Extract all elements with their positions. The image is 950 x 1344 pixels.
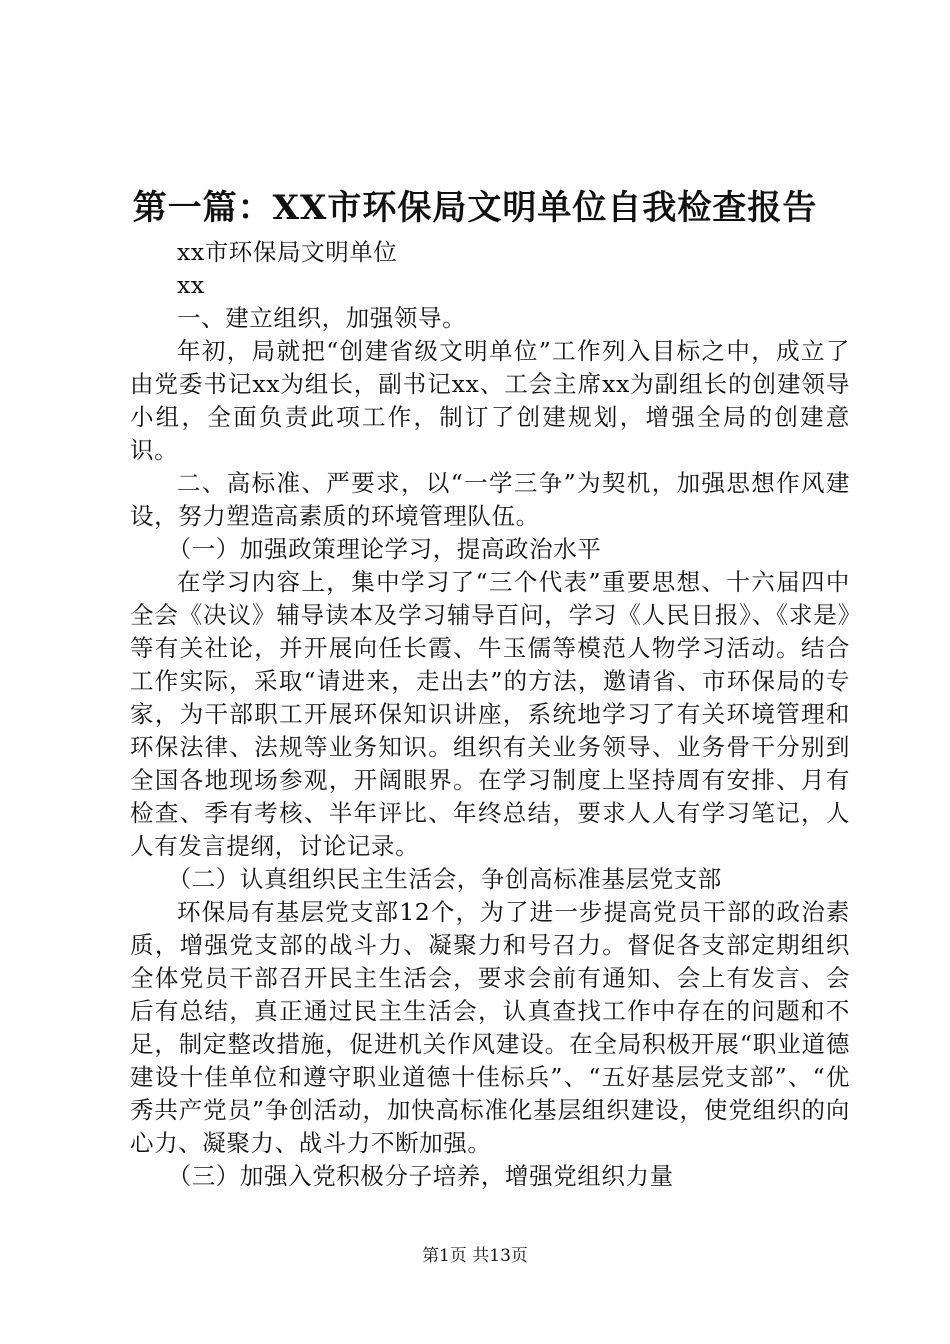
document-title: 第一篇：XX市环保局文明单位自我检查报告	[132, 188, 818, 228]
paragraph-unit-short: xx	[177, 271, 205, 299]
subsection-heading-2: （二）认真组织民主生活会，争创高标准基层党支部	[167, 865, 722, 893]
paragraph-organization: 年初，局就把“创建省级文明单位”工作列入目标之中，成立了由党委书记xx为组长，副书记xx、工会主席xx为副组长的创建领导小组，全面负责此项工作，制订了创建规划，增强全局的创建意识。	[130, 337, 850, 464]
document-body	[130, 236, 850, 1193]
section-heading-2: 二、高标准、严要求，以“一学三争”为契机，加强思想作风建设，努力塑造高素质的环境管理队伍。	[130, 469, 850, 530]
paragraph-unit-name: xx市环保局文明单位	[177, 238, 398, 266]
subsection-heading-1: （一）加强政策理论学习，提高政治水平	[167, 535, 602, 563]
section-heading-1: 一、建立组织，加强领导。	[177, 304, 467, 332]
paragraph-party-branch: 环保局有基层党支部12个，为了进一步提高党员干部的政治素质，增强党支部的战斗力、凝聚力和号召力。督促各支部定期组织全体党员干部召开民主生活会，要求会前有通知、会上有发言、会后有总结，真正通过民主生活会，认真查找工作中存在的问题和不足，制定整改措施，促进机关作风建设。在全局积极开展“职业道德建设十佳单位和遵守职业道德十佳标兵”、“五好基层党支部”、“优秀共产党员”争创活动，加快高标准化基层组织建设，使党组织的向心力、凝聚力、战斗力不断加强。	[130, 898, 850, 1157]
subsection-heading-3: （三）加强入党积极分子培养，增强党组织力量	[167, 1162, 674, 1190]
paragraph-study: 在学习内容上，集中学习了“三个代表”重要思想、十六届四中全会《决议》辅导读本及学习辅导百问，学习《人民日报》、《求是》等有关社论，并开展向任长霞、牛玉儒等模范人物学习活动。结合工作实际，采取“请进来，走出去”的方法，邀请省、市环保局的专家，为干部职工开展环保知识讲座，系统地学习了有关环境管理和环保法律、法规等业务知识。组织有关业务领导、业务骨干分别到全国各地现场参观，开阔眼界。在学习制度上坚持周有安排、月有检查、季有考核、半年评比、年终总结，要求人人有学习笔记，人人有发言提纲，讨论记录。	[130, 568, 850, 860]
page-footer: 第1页 共13页	[422, 1246, 528, 1266]
